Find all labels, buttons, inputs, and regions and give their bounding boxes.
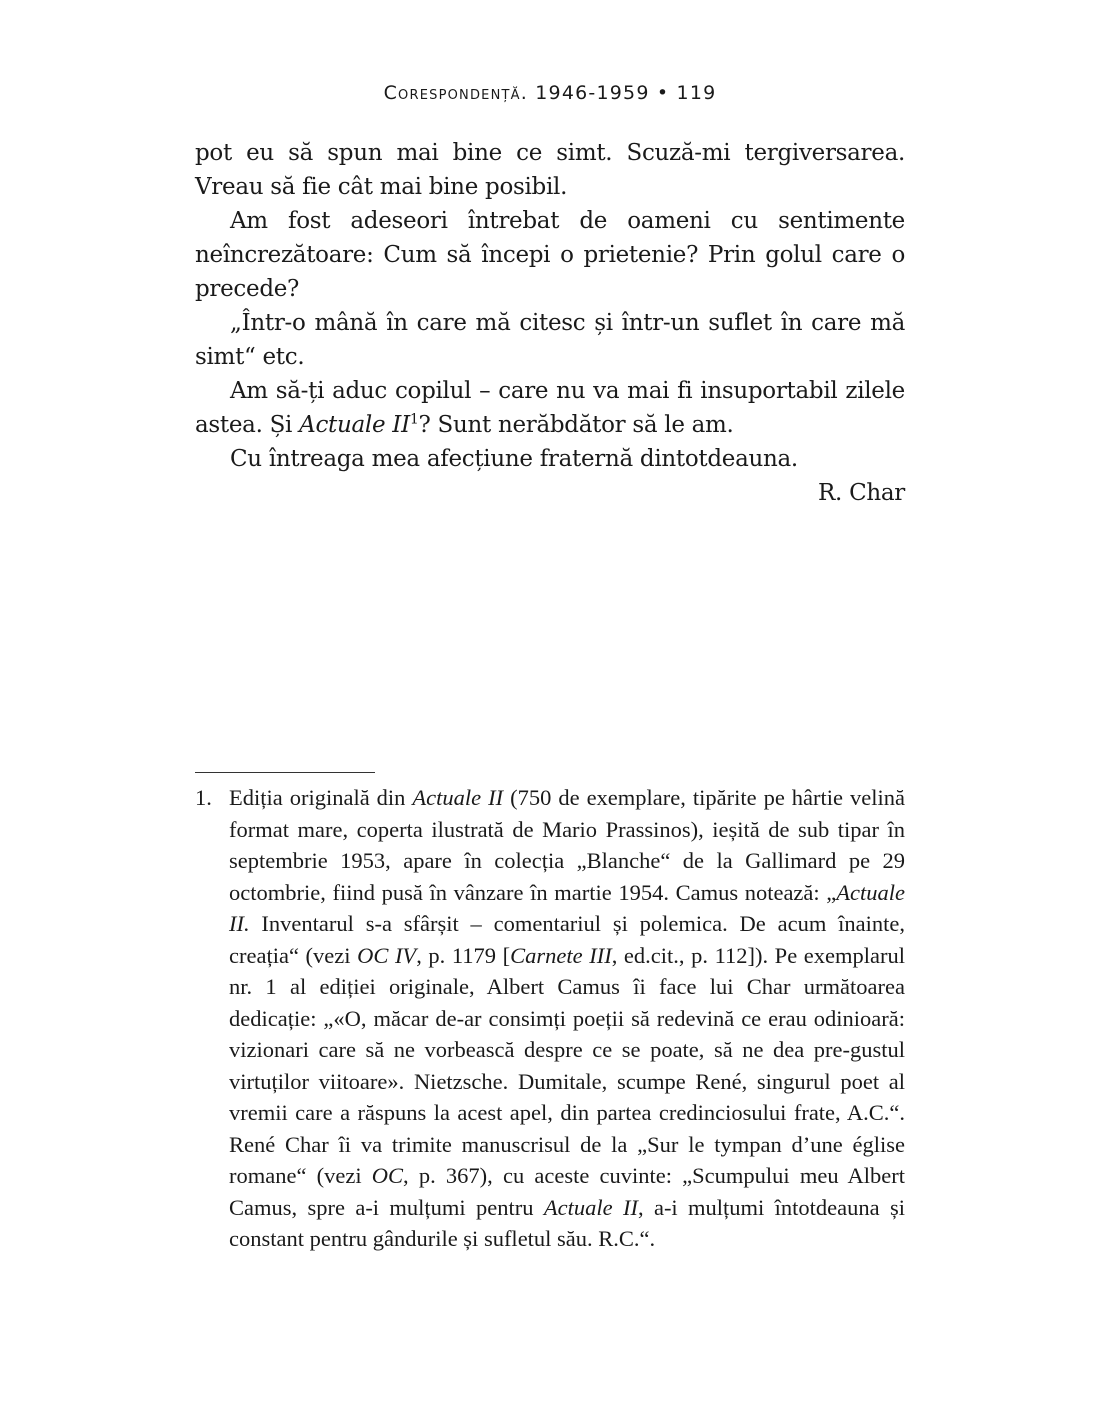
footnote-italic-5: OC (371, 1163, 404, 1188)
letter-body (195, 136, 905, 510)
footnote-text-1: Ediția originală din (229, 785, 413, 810)
footnote-text-7: , a-i mulțumi întotdeauna și constant pentru gândurile și sufletul său. R.C.“. (229, 1194, 905, 1251)
signature: R. Char (818, 480, 905, 506)
running-head-years: . 1946-1959 (520, 82, 650, 104)
footnote-italic-2: Actuale II. (229, 879, 905, 936)
footnote-text-3: Inventarul s-a sfârșit – comentariul și polemica. De acum înainte, creația“ (vezi (229, 911, 905, 968)
footnote-number: 1. (195, 785, 212, 810)
running-head-title: Corespondență (383, 82, 521, 104)
paragraph-4-text-a: Am să-ți aduc copilul – care nu va mai fi insuportabil zilele astea. Și (195, 378, 905, 438)
footnote-text-5: , ed.cit., p. 112]). Pe exemplarul nr. 1 al ediției originale, Albert Camus îi face lui Char următoarea dedicație: „«O, măcar de-ar consimți poeții să redevină ce erau odinioară: vizionari care să ne vorbească despre ce se poate, să ne dea pre-gustul virtuților viitoare». Nietzsche. Dumitale, scumpe René, singurul poet al vremii care a răspuns la acest apel, din partea credinciosului frate, A.C.“. René Char îi va trimite manuscrisul de la „Sur le tympan d’une église romane“ (vezi (229, 942, 905, 1188)
footnote-text-6: , p. 367), cu aceste cuvinte: „Scumpului meu Albert Camus, spre a-i mulțumi pentru (229, 1163, 905, 1220)
paragraph-4-italic-title: Actuale II (299, 412, 410, 438)
footnote-reference[interactable]: 1 (409, 411, 419, 428)
footnote-italic-1: Actuale II (412, 785, 504, 810)
footnote (195, 782, 905, 1255)
footnote-italic-3: OC IV (357, 942, 417, 968)
paragraph-3: „Într-o mână în care mă citesc și într-un suflet în care mă simt“ etc. (195, 310, 905, 370)
paragraph-4 (195, 374, 905, 442)
paragraph-1: pot eu să spun mai bine ce simt. Scuză-mi tergiversarea. Vreau să fie cât mai bine posibil. (195, 140, 905, 200)
footnote-italic-6: Actuale II (543, 1194, 638, 1220)
running-head-bullet: • (656, 82, 670, 104)
paragraph-2: Am fost adeseori întrebat de oameni cu sentimente neîncrezătoare: Cum să începi o prietenie? Prin golul care o precede? (195, 208, 905, 302)
paragraph-5: Cu întreaga mea afecțiune fraternă dintotdeauna. (230, 446, 798, 472)
footnote-text-4: , p. 1179 [ (416, 942, 511, 968)
page-number: 119 (676, 82, 717, 104)
footnote-text-2: (750 de exemplare, tipărite pe hârtie velină format mare, coperta ilustrată de Mario Prassinos), ieșită de sub tipar în septembrie 1953, apare în colecția „Blanche“ de la Gallimard pe 29 octombrie, fiind pusă în vânzare în martie 1954. Camus notează: „ (229, 785, 905, 905)
footnote-rule (195, 772, 375, 773)
running-head (195, 82, 905, 104)
footnote-text (229, 782, 905, 1255)
paragraph-4-text-b: ? Sunt nerăbdător să le am. (418, 412, 734, 438)
footnote-italic-4: Carnete III (510, 942, 612, 968)
